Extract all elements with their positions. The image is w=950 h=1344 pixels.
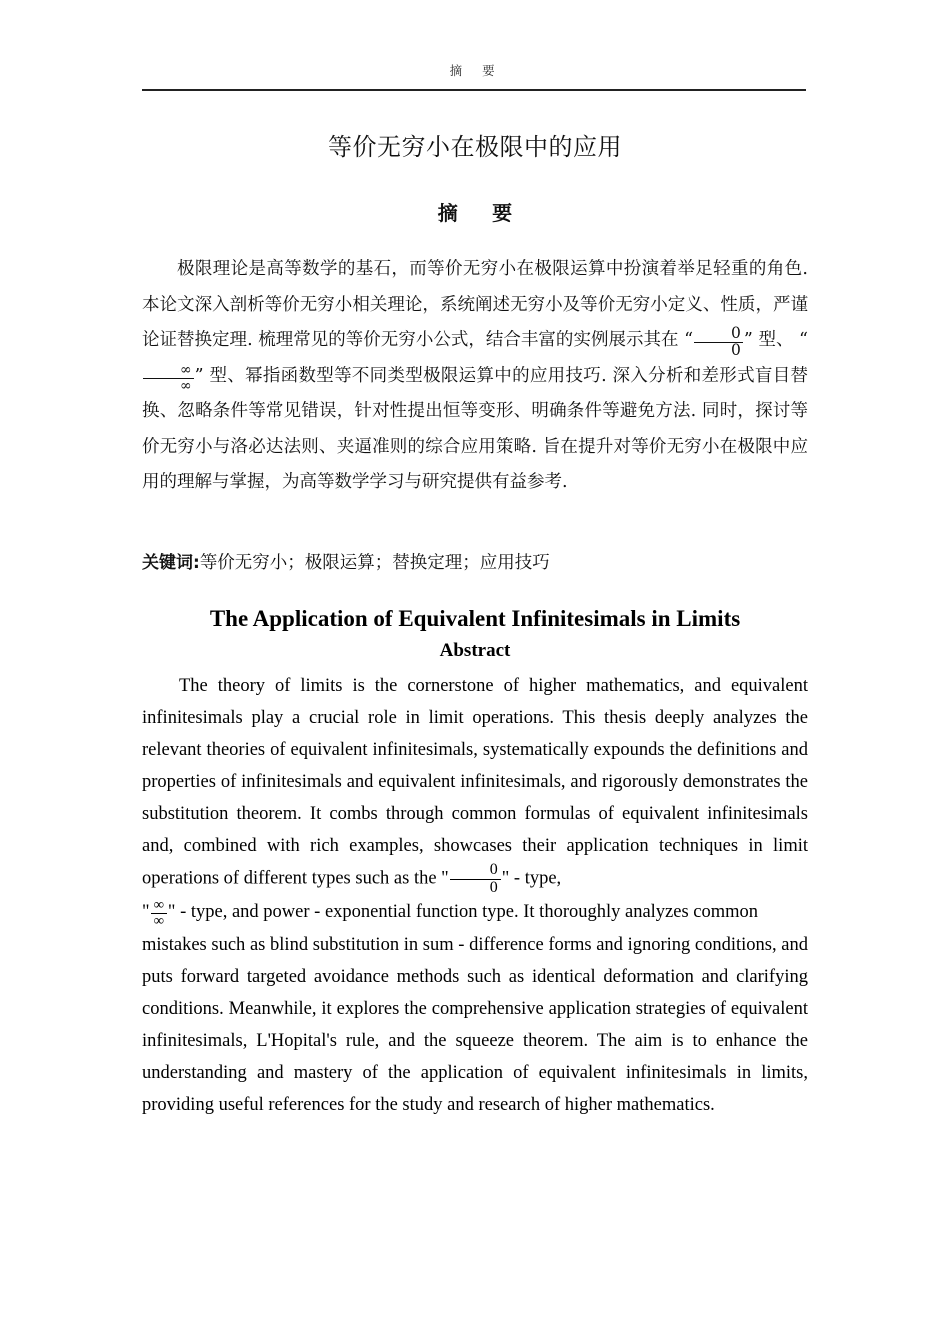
english-abstract-paragraph-2 (142, 896, 808, 929)
chinese-abstract-text-part1: 极限理论是高等数学的基石，而等价无穷小在极限运算中扮演着举足轻重的角色. 本论文深入剖析等价无穷小相关理论，系统阐述无穷小及等价无穷小定义、性质，严谨论证替换定理. 梳理常见的等价无穷小公式，结合丰富的实例展示其在 “ (142, 259, 808, 350)
fraction-denominator: ∞ (151, 913, 167, 929)
header-rule-divider (142, 89, 806, 91)
chinese-keywords-value: 等价无穷小；极限运算；替换定理；应用技巧 (199, 553, 550, 573)
chinese-document-title: 等价无穷小在极限中的应用 (328, 133, 622, 161)
english-abstract-paragraph-1 (142, 670, 808, 896)
fraction-denominator: 0 (694, 342, 743, 359)
english-abstract-body (142, 670, 808, 1121)
chinese-abstract-body (142, 252, 808, 501)
chinese-abstract-text-part2: ” 型、 “ (743, 330, 808, 350)
fraction-denominator: ∞ (143, 378, 194, 393)
chinese-keywords-label: 关键词: (142, 553, 200, 573)
english-abstract-text-part1: The theory of limits is the cornerstone of higher mathematics, and equivalent infinitesimals play a crucial role in limit operations. This thesis deeply analyzes the relevant theories of equivalent infinitesimals, systematically expounds the definitions and properties of infinitesimals and equivalent infinitesimals, and rigorously demonstrates the substitution theorem. It combs through common formulas of equivalent infinitesimals and, combined with rich examples, showcases their application techniques in limit operations of different types such as the " (142, 676, 808, 889)
fraction-numerator: 0 (489, 861, 498, 878)
fraction-infinity-over-infinity-cn (143, 363, 194, 393)
english-abstract-text-part4: " - type, and power - exponential function type. It thoroughly analyzes common (167, 902, 759, 923)
chinese-abstract-text-part3: ” 型、幂指函数型等不同类型极限运算中的应用技巧. 深入分析和差形式盲目替换、忽略条件等常见错误，针对性提出恒等变形、明确条件等避免方法. 同时，探讨等价无穷小与洛必达法则、夹逼准则的综合应用策略. 旨在提升对等价无穷小在极限中应用的理解与掌握，为高等数学学习与研究提供有益参考. (142, 365, 808, 492)
chinese-keywords-line (142, 548, 808, 578)
english-document-title: The Application of Equivalent Infinitesimals in Limits (209, 606, 741, 631)
english-abstract-text-part2: " - type, (501, 868, 562, 889)
fraction-numerator: 0 (731, 323, 741, 342)
fraction-numerator: ∞ (153, 896, 164, 913)
fraction-infinity-over-infinity-en (151, 898, 167, 929)
fraction-zero-over-zero-cn (694, 323, 743, 359)
fraction-denominator: 0 (450, 879, 501, 897)
chinese-abstract-heading: 摘 要 (437, 201, 520, 225)
english-abstract-text-part3: " (142, 902, 150, 923)
fraction-numerator: ∞ (180, 362, 192, 379)
english-abstract-heading: Abstract (439, 640, 511, 661)
running-header-text: 摘 要 (449, 63, 499, 78)
english-abstract-paragraph-3 (142, 929, 808, 1121)
fraction-zero-over-zero-en (450, 862, 501, 896)
running-header (142, 62, 806, 80)
english-abstract-text-part5: mistakes such as blind substitution in sum - difference forms and ignoring conditions, and puts forward targeted avoidance methods such as identical deformation and clarifying conditions. Meanwhile, it explores the comprehensive application strategies of equivalent infinitesimals, L'Hopital's rule, and the squeeze theorem. The aim is to enhance the understanding and mastery of the application of equivalent infinitesimals in limits, providing useful references for the study and research of higher mathematics. (142, 934, 808, 1115)
